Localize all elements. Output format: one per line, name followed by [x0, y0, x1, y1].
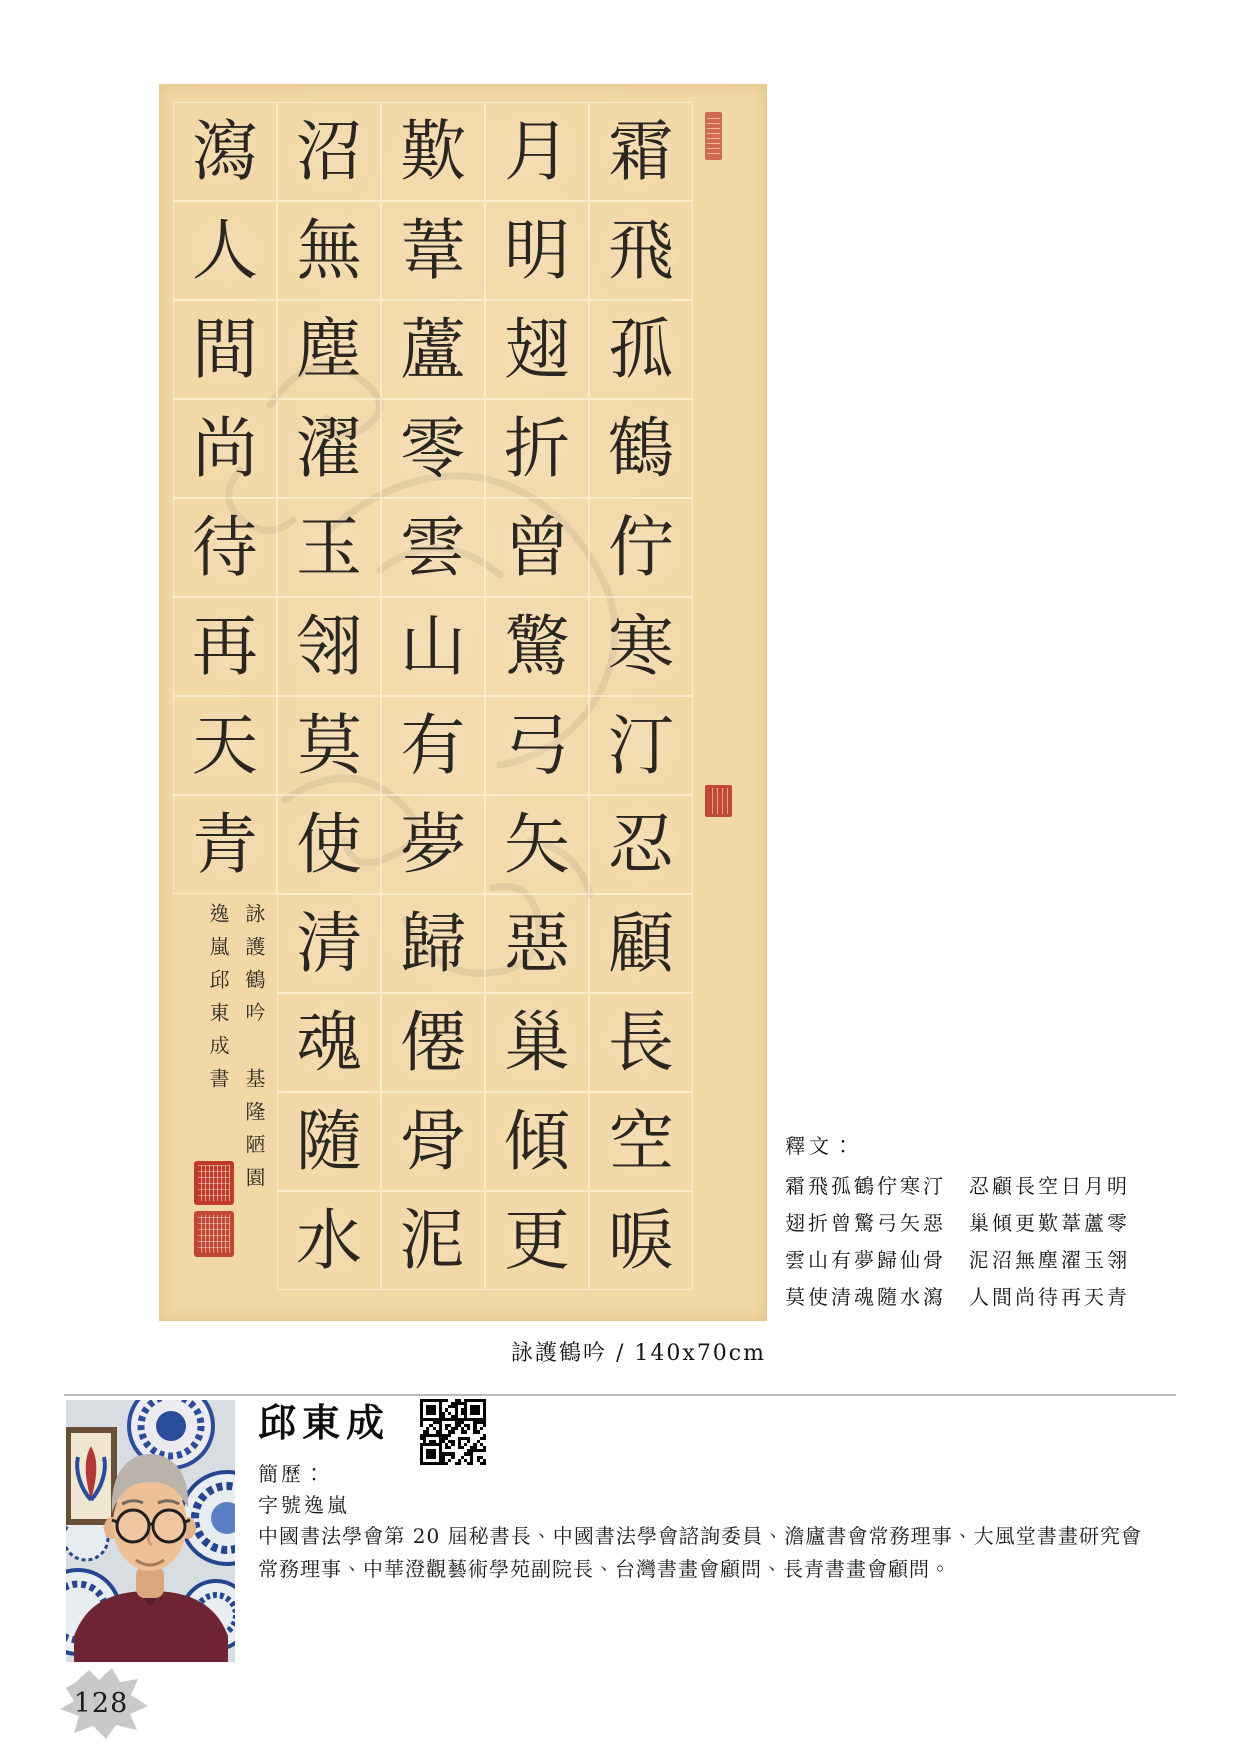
calligraphy-cell: [382, 301, 484, 398]
calligraphy-character: 曾: [504, 508, 570, 586]
signature-name-line: 逸嵐邱東成書: [206, 903, 230, 1101]
calligraphy-cell: [174, 598, 276, 695]
calligraphy-cell: [174, 103, 276, 200]
signature-block: [174, 895, 276, 1289]
calligraphy-column: [382, 103, 484, 1289]
calligraphy-character: 孤: [608, 310, 674, 388]
calligraphy-character: 驚: [504, 607, 570, 685]
calligraphy-character: 惡: [504, 904, 570, 982]
calligraphy-character: 玉: [296, 508, 362, 586]
page-number: 128: [73, 1687, 129, 1719]
calligraphy-cell: [486, 598, 588, 695]
calligraphy-character: 更: [504, 1201, 570, 1279]
calligraphy-character: 歸: [400, 904, 466, 982]
calligraphy-cell: [278, 103, 380, 200]
calligraphy-character: 折: [504, 409, 570, 487]
calligraphy-cell: [278, 1093, 380, 1190]
calligraphy-cell: [174, 400, 276, 497]
leading-seal-icon: [705, 112, 722, 160]
calligraphy-column: [278, 103, 380, 1289]
calligraphy-cell: [382, 499, 484, 596]
calligraphy-character: 隨: [296, 1102, 362, 1180]
calligraphy-character: 水: [296, 1201, 362, 1279]
calligraphy-cell: [278, 202, 380, 299]
transcription-line: 雲山有夢歸仙骨 泥沼無塵濯玉翎: [785, 1248, 1130, 1272]
calligraphy-cell: [278, 994, 380, 1091]
calligraphy-character: 莫: [296, 706, 362, 784]
artist-seal-icon: [194, 1211, 234, 1257]
calligraphy-cell: [382, 400, 484, 497]
author-bio: 中國書法學會第 20 屆秘書長、中國書法學會諮詢委員、澹廬書會常務理事、大風堂書畫研究會常務理事、中華澄觀藝術學苑副院長、台灣書畫會顧問、長青書畫會顧問。: [258, 1524, 1142, 1581]
calligraphy-character: 佇: [608, 508, 674, 586]
signature-seals: [194, 1161, 234, 1257]
artist-seal-icon: [194, 1161, 234, 1205]
calligraphy-character: 顧: [608, 904, 674, 982]
calligraphy-character: 尚: [192, 409, 258, 487]
calligraphy-character: 清: [296, 904, 362, 982]
calligraphy-cell: [174, 301, 276, 398]
calligraphy-character: 雲: [400, 508, 466, 586]
signature-title-line: 詠護鶴吟 基隆陋園: [242, 903, 266, 1200]
calligraphy-cell: [590, 796, 692, 893]
author-name: 邱東成: [258, 1400, 391, 1445]
margin-seal-icon: [705, 785, 732, 817]
calligraphy-cell: [486, 796, 588, 893]
transcription-label: 釋文：: [785, 1134, 857, 1158]
calligraphy-cell: [382, 895, 484, 992]
calligraphy-character: 葦: [400, 211, 466, 289]
calligraphy-cell: [278, 400, 380, 497]
calligraphy-cell: [590, 1093, 692, 1190]
calligraphy-character: 僊: [400, 1003, 466, 1081]
calligraphy-column: [486, 103, 588, 1289]
calligraphy-character: 汀: [608, 706, 674, 784]
calligraphy-cell: [278, 1192, 380, 1289]
calligraphy-cell: [590, 202, 692, 299]
calligraphy-character: 傾: [504, 1102, 570, 1180]
calligraphy-cell: [278, 499, 380, 596]
calligraphy-character: 魂: [296, 1003, 362, 1081]
calligraphy-character: 唳: [608, 1201, 674, 1279]
calligraphy-cell: [382, 1192, 484, 1289]
transcription-line: 翅折曾驚弓矢惡 巢傾更歎葦蘆零: [785, 1211, 1130, 1235]
calligraphy-cell: [590, 895, 692, 992]
calligraphy-cell: [486, 103, 588, 200]
transcription-line: 霜飛孤鶴佇寒汀 忍顧長空日月明: [785, 1174, 1130, 1198]
calligraphy-character: 塵: [296, 310, 362, 388]
artwork-caption: 詠護鶴吟 / 140x70cm: [511, 1341, 766, 1366]
calligraphy-character: 天: [192, 706, 258, 784]
bio-label: 簡歷：: [258, 1462, 327, 1486]
qr-module: [483, 1462, 486, 1465]
calligraphy-character: 忍: [608, 805, 674, 883]
calligraphy-cell: [590, 994, 692, 1091]
calligraphy-character: 間: [192, 310, 258, 388]
calligraphy-character: 月: [504, 112, 570, 190]
calligraphy-cell: [382, 796, 484, 893]
calligraphy-cell: [174, 697, 276, 794]
transcription-block: [785, 1130, 1130, 1316]
calligraphy-cell: [174, 796, 276, 893]
calligraphy-character: 泥: [400, 1201, 466, 1279]
calligraphy-cell: [486, 895, 588, 992]
author-photo: [66, 1400, 235, 1662]
calligraphy-cell: [382, 202, 484, 299]
calligraphy-character: 濯: [296, 409, 362, 487]
calligraphy-cell: [278, 301, 380, 398]
calligraphy-cell: [486, 202, 588, 299]
calligraphy-character: 寒: [608, 607, 674, 685]
calligraphy-character: 飛: [608, 211, 674, 289]
calligraphy-character: 鶴: [608, 409, 674, 487]
calligraphy-character: 骨: [400, 1102, 466, 1180]
calligraphy-character: 山: [400, 607, 466, 685]
calligraphy-cell: [278, 598, 380, 695]
calligraphy-cell: [486, 301, 588, 398]
section-divider: [64, 1394, 1176, 1396]
transcription-line: 莫使清魂隨水瀉 人間尚待再天青: [785, 1285, 1130, 1309]
calligraphy-character: 無: [296, 211, 362, 289]
calligraphy-character: 弓: [504, 706, 570, 784]
calligraphy-cell: [590, 301, 692, 398]
calligraphy-character: 空: [608, 1102, 674, 1180]
calligraphy-cell: [486, 994, 588, 1091]
calligraphy-character: 沼: [296, 112, 362, 190]
page-number-badge: [46, 1664, 156, 1742]
calligraphy-cell: [278, 895, 380, 992]
calligraphy-cell: [590, 400, 692, 497]
calligraphy-character: 夢: [400, 805, 466, 883]
calligraphy-cell: [382, 994, 484, 1091]
calligraphy-cell: [278, 697, 380, 794]
calligraphy-character: 再: [192, 607, 258, 685]
calligraphy-cell: [590, 697, 692, 794]
calligraphy-character: 蘆: [400, 310, 466, 388]
calligraphy-character: 霜: [608, 112, 674, 190]
calligraphy-cell: [486, 1093, 588, 1190]
calligraphy-character: 翅: [504, 310, 570, 388]
calligraphy-column: [590, 103, 692, 1289]
calligraphy-cell: [382, 103, 484, 200]
calligraphy-character: 歎: [400, 112, 466, 190]
calligraphy-character: 明: [504, 211, 570, 289]
calligraphy-character: 零: [400, 409, 466, 487]
transcription-lines: [785, 1168, 1130, 1316]
calligraphy-character: 矢: [504, 805, 570, 883]
calligraphy-cell: [278, 796, 380, 893]
calligraphy-character: 瀉: [192, 112, 258, 190]
calligraphy-character: 翎: [296, 607, 362, 685]
calligraphy-cell: [174, 499, 276, 596]
calligraphy-cell: [486, 400, 588, 497]
calligraphy-cell: [590, 1192, 692, 1289]
calligraphy-cell: [382, 1093, 484, 1190]
author-alias: 字號逸嵐: [258, 1493, 350, 1517]
calligraphy-cell: [486, 1192, 588, 1289]
calligraphy-cell: [382, 598, 484, 695]
calligraphy-cell: [590, 598, 692, 695]
calligraphy-character: 有: [400, 706, 466, 784]
calligraphy-character: 青: [192, 805, 258, 883]
calligraphy-cell: [590, 103, 692, 200]
qr-code: [418, 1397, 488, 1467]
calligraphy-character: 人: [192, 211, 258, 289]
calligraphy-character: 使: [296, 805, 362, 883]
calligraphy-character: 待: [192, 508, 258, 586]
calligraphy-cell: [590, 499, 692, 596]
calligraphy-cell: [382, 697, 484, 794]
calligraphy-character: 長: [608, 1003, 674, 1081]
calligraphy-cell: [486, 499, 588, 596]
calligraphy-artwork: [160, 85, 766, 1320]
calligraphy-character: 巢: [504, 1003, 570, 1081]
calligraphy-cell: [486, 697, 588, 794]
calligraphy-cell: [174, 202, 276, 299]
